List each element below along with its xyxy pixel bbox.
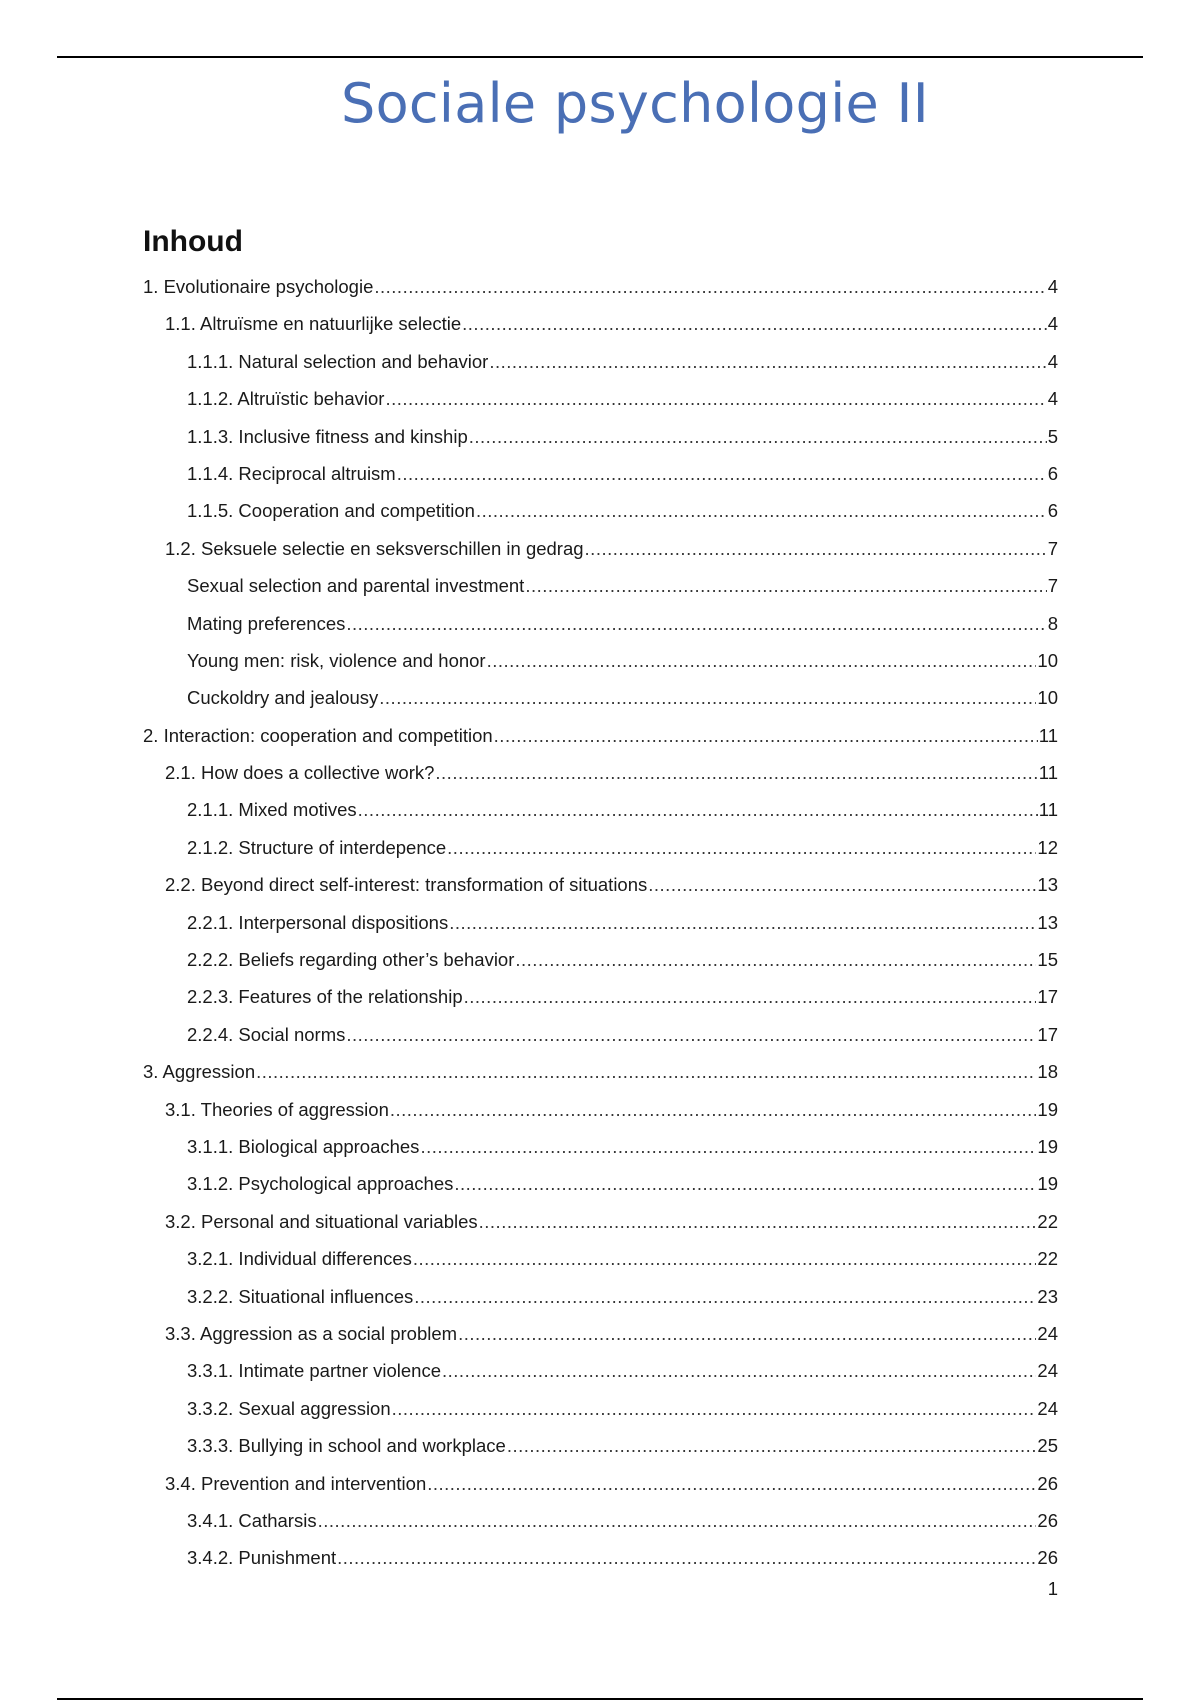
toc-entry-page: 18 [1037, 1061, 1058, 1083]
toc-entry-page: 7 [1047, 537, 1058, 559]
toc-entry[interactable] [143, 1465, 1058, 1502]
toc-entry-label: 1.1. Altruïsme en natuurlijke selectie [165, 313, 462, 335]
toc-dot-leader [449, 904, 1036, 941]
toc-dot-leader [358, 791, 1038, 828]
toc-entry[interactable] [143, 904, 1058, 941]
toc-entry-label: 3.1.2. Psychological approaches [187, 1173, 454, 1195]
toc-entry[interactable] [143, 418, 1058, 455]
toc-entry[interactable] [143, 1390, 1058, 1427]
toc-dot-leader [442, 1352, 1036, 1389]
toc-entry-label: 2.1. How does a collective work? [165, 762, 435, 784]
toc-dot-leader [414, 1278, 1036, 1315]
toc-dot-leader [469, 418, 1047, 455]
toc-entry-page: 6 [1047, 462, 1058, 484]
toc-dot-leader [397, 455, 1047, 492]
toc-entry-label: 3.4. Prevention and intervention [165, 1472, 427, 1494]
toc-entry[interactable] [143, 343, 1058, 380]
toc-entry[interactable] [143, 1427, 1058, 1464]
toc-entry[interactable] [143, 1315, 1058, 1352]
toc-dot-leader [454, 1165, 1036, 1202]
toc-entry[interactable] [143, 717, 1058, 754]
toc-entry[interactable] [143, 380, 1058, 417]
toc-entry[interactable] [143, 1016, 1058, 1053]
toc-entry-page: 4 [1047, 388, 1058, 410]
toc-dot-leader [489, 343, 1046, 380]
header-rule [57, 56, 1143, 58]
toc-entry-page: 24 [1037, 1322, 1058, 1344]
toc-entry-page: 17 [1037, 1023, 1058, 1045]
toc-entry-page: 4 [1047, 276, 1058, 297]
toc-dot-leader [374, 268, 1046, 305]
toc-entry[interactable] [143, 1165, 1058, 1202]
toc-entry[interactable] [143, 1352, 1058, 1389]
toc-entry-label: 2.2.2. Beliefs regarding other’s behavior [187, 949, 515, 971]
toc-entry[interactable] [143, 1502, 1058, 1539]
toc-entry-label: 1.1.4. Reciprocal altruism [187, 462, 396, 484]
toc-entry[interactable] [143, 1240, 1058, 1277]
toc-entry[interactable] [143, 1278, 1058, 1315]
toc-dot-leader [379, 679, 1036, 716]
toc-entry[interactable] [143, 642, 1058, 679]
toc-entry-page: 17 [1037, 986, 1058, 1008]
toc-entry-label: 3.2. Personal and situational variables [165, 1210, 478, 1232]
toc-dot-leader [507, 1427, 1037, 1464]
toc-dot-leader [346, 605, 1046, 642]
toc-dot-leader [476, 492, 1047, 529]
toc-entry-label: 2. Interaction: cooperation and competition [143, 724, 493, 746]
toc-dot-leader [337, 1539, 1036, 1576]
toc-dot-leader [462, 305, 1047, 342]
toc-entry[interactable] [143, 605, 1058, 642]
toc-entry-label: 3.3.1. Intimate partner violence [187, 1360, 442, 1382]
toc-entry-label: 3.3.2. Sexual aggression [187, 1397, 391, 1419]
toc-entry[interactable] [143, 941, 1058, 978]
toc-dot-leader [420, 1128, 1036, 1165]
toc-entry[interactable] [143, 530, 1058, 567]
toc-entry[interactable] [143, 1539, 1058, 1576]
toc-entry-page: 22 [1037, 1210, 1058, 1232]
toc-entry-page: 13 [1037, 911, 1058, 933]
toc-entry-label: 3.3. Aggression as a social problem [165, 1322, 458, 1344]
toc-entry[interactable] [143, 305, 1058, 342]
toc-entry-page: 19 [1037, 1173, 1058, 1195]
toc-entry-label: 1.2. Seksuele selectie en seksverschillen in gedrag [165, 537, 584, 559]
toc-entry-label: 3. Aggression [143, 1061, 256, 1083]
toc-entry-label: 1.1.3. Inclusive fitness and kinship [187, 425, 468, 447]
toc-dot-leader [648, 866, 1036, 903]
toc-entry[interactable] [143, 455, 1058, 492]
toc-dot-leader [479, 1203, 1037, 1240]
toc-entry[interactable] [143, 866, 1058, 903]
toc-entry-label: Young men: risk, violence and honor [187, 649, 486, 671]
toc-entry-label: Sexual selection and parental investment [187, 575, 525, 597]
page-number: 1 [1047, 1578, 1058, 1599]
table-of-contents [143, 268, 1058, 1577]
toc-entry[interactable] [143, 829, 1058, 866]
toc-dot-leader [256, 1053, 1036, 1090]
toc-dot-leader [487, 642, 1037, 679]
toc-entry-label: 2.1.1. Mixed motives [187, 799, 357, 821]
toc-dot-leader [390, 1091, 1037, 1128]
toc-entry-page: 10 [1037, 649, 1058, 671]
toc-entry[interactable] [143, 791, 1058, 828]
toc-entry-page: 4 [1047, 313, 1058, 335]
toc-entry-page: 11 [1038, 724, 1058, 746]
toc-entry-label: 1.1.2. Altruïstic behavior [187, 388, 385, 410]
toc-entry[interactable] [143, 1128, 1058, 1165]
toc-entry-page: 22 [1037, 1248, 1058, 1270]
toc-dot-leader [318, 1502, 1037, 1539]
document-title: Sociale psychologie II [341, 72, 929, 135]
toc-entry[interactable] [143, 1091, 1058, 1128]
toc-entry-page: 24 [1037, 1360, 1058, 1382]
toc-entry-label: 2.2. Beyond direct self-interest: transformation of situations [165, 874, 648, 896]
toc-entry-label: 1.1.5. Cooperation and competition [187, 500, 475, 522]
toc-entry-page: 8 [1047, 612, 1058, 634]
toc-entry-label: 2.2.3. Features of the relationship [187, 986, 463, 1008]
toc-entry-label: 3.4.2. Punishment [187, 1547, 337, 1569]
toc-dot-leader [413, 1240, 1037, 1277]
toc-entry-page: 7 [1047, 575, 1058, 597]
toc-entry-label: 3.2.2. Situational influences [187, 1285, 414, 1307]
toc-dot-leader [385, 380, 1046, 417]
toc-entry-label: 3.1. Theories of aggression [165, 1098, 389, 1120]
toc-dot-leader [494, 717, 1038, 754]
toc-entry-label: 1. Evolutionaire psychologie [143, 276, 374, 297]
toc-entry[interactable] [143, 567, 1058, 604]
toc-dot-leader [458, 1315, 1036, 1352]
toc-entry-label: 3.1.1. Biological approaches [187, 1135, 420, 1157]
toc-dot-leader [525, 567, 1046, 604]
toc-entry-label: 3.2.1. Individual differences [187, 1248, 412, 1270]
toc-entry-page: 4 [1047, 350, 1058, 372]
toc-entry-page: 10 [1037, 687, 1058, 709]
toc-dot-leader [427, 1465, 1036, 1502]
toc-dot-leader [392, 1390, 1037, 1427]
toc-entry-page: 15 [1037, 949, 1058, 971]
toc-entry[interactable] [143, 1203, 1058, 1240]
toc-entry-page: 23 [1037, 1285, 1058, 1307]
toc-entry-label: 1.1.1. Natural selection and behavior [187, 350, 489, 372]
toc-dot-leader [447, 829, 1036, 866]
toc-entry[interactable] [143, 492, 1058, 529]
toc-entry-label: 3.4.1. Catharsis [187, 1509, 317, 1531]
toc-entry-label: 3.3.3. Bullying in school and workplace [187, 1435, 506, 1457]
toc-entry-page: 19 [1037, 1135, 1058, 1157]
toc-entry-page: 19 [1037, 1098, 1058, 1120]
toc-entry-page: 25 [1037, 1435, 1058, 1457]
toc-entry-page: 26 [1037, 1472, 1058, 1494]
toc-entry-page: 26 [1037, 1509, 1058, 1531]
toc-dot-leader [515, 941, 1036, 978]
toc-entry[interactable] [143, 268, 1058, 305]
toc-entry-label: 2.2.1. Interpersonal dispositions [187, 911, 449, 933]
toc-entry-page: 26 [1037, 1547, 1058, 1569]
toc-entry-page: 12 [1037, 836, 1058, 858]
toc-entry-label: Mating preferences [187, 612, 346, 634]
toc-entry[interactable] [143, 978, 1058, 1015]
toc-dot-leader [585, 530, 1047, 567]
toc-entry[interactable] [143, 679, 1058, 716]
toc-dot-leader [464, 978, 1037, 1015]
toc-entry[interactable] [143, 1053, 1058, 1090]
toc-entry-page: 11 [1038, 799, 1058, 821]
toc-entry-page: 6 [1047, 500, 1058, 522]
toc-dot-leader [435, 754, 1037, 791]
toc-entry-label: 2.2.4. Social norms [187, 1023, 346, 1045]
toc-entry-page: 11 [1038, 762, 1058, 784]
toc-entry-label: Cuckoldry and jealousy [187, 687, 379, 709]
toc-entry-page: 13 [1037, 874, 1058, 896]
toc-heading: Inhoud [143, 225, 243, 258]
toc-entry-page: 5 [1047, 425, 1058, 447]
toc-entry-page: 24 [1037, 1397, 1058, 1419]
toc-dot-leader [346, 1016, 1036, 1053]
toc-entry[interactable] [143, 754, 1058, 791]
toc-entry-label: 2.1.2. Structure of interdepence [187, 836, 447, 858]
